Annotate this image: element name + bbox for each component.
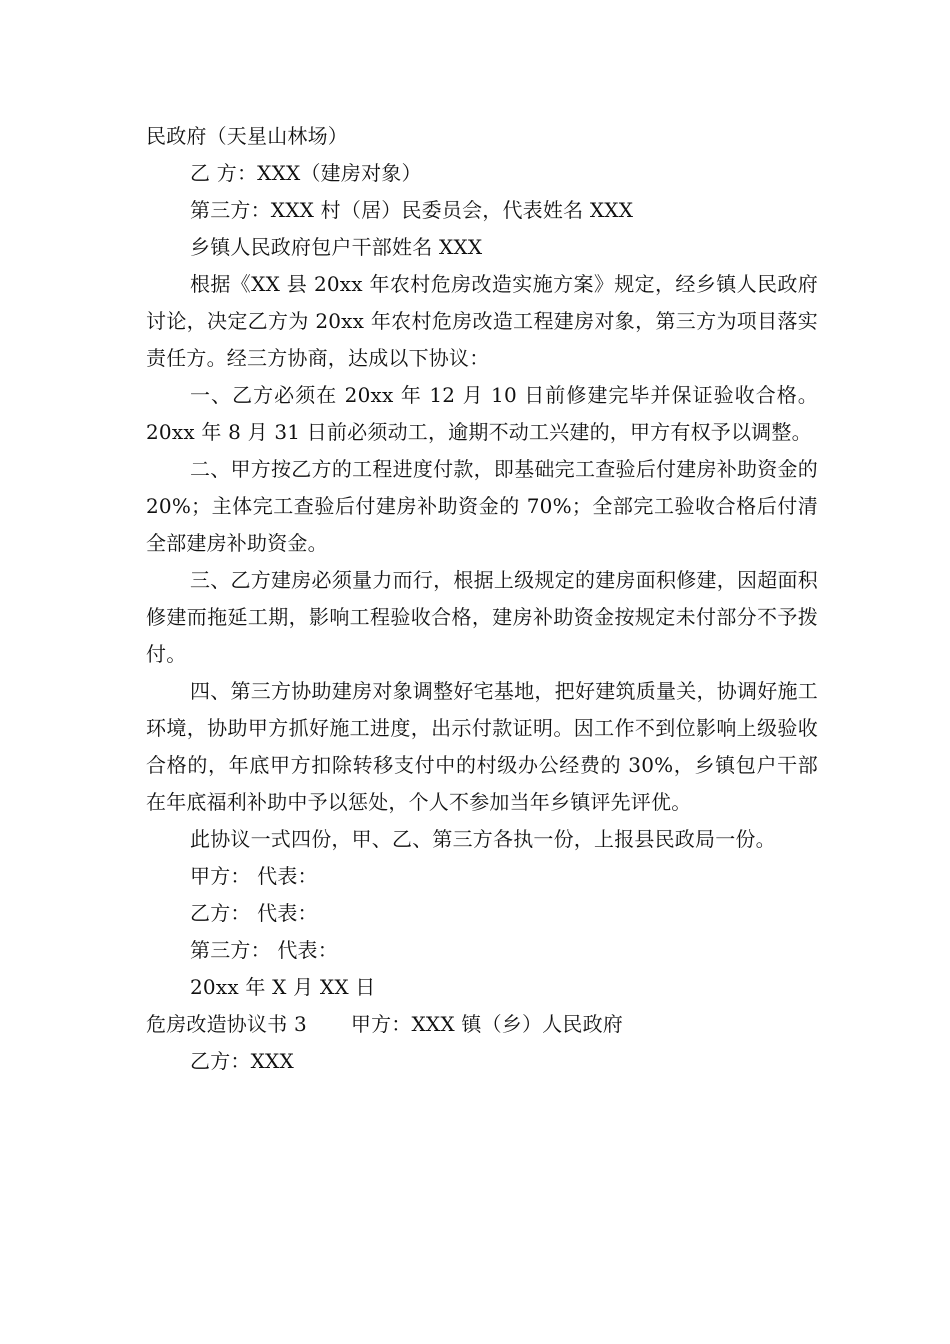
intro-paragraph: 根据《XX 县 20xx 年农村危房改造实施方案》规定，经乡镇人民政府讨论，决定乙方为 20xx 年农村危房改造工程建房对象，第三方为项目落实责任方。经三方协商，达成以下协议： (146, 272, 818, 370)
signature-party-b: 乙方： 代表： (190, 901, 318, 925)
township-cadre-line: 乡镇人民政府包户干部姓名 XXX (190, 235, 483, 259)
party-b-line: 乙 方：XXX（建房对象） (190, 161, 422, 185)
next-agreement-heading-row (146, 1006, 818, 1043)
agreement-date: 20xx 年 X 月 XX 日 (190, 975, 376, 999)
clause-2: 二、甲方按乙方的工程进度付款，即基础完工查验后付建房补助资金的 20%；主体完工查验后付建房补助资金的 70%；全部完工验收合格后付清全部建房补助资金。 (146, 457, 818, 555)
signature-third-party: 第三方： 代表： (190, 938, 338, 962)
next-agreement-title: 危房改造协议书 3 (146, 1012, 307, 1036)
next-party-a: 甲方：XXX 镇（乡）人民政府 (350, 1012, 623, 1036)
clause-1: 一、乙方必须在 20xx 年 12 月 10 日前修建完毕并保证验收合格。20xx 年 8 月 31 日前必须动工，逾期不动工兴建的，甲方有权予以调整。 (146, 383, 818, 444)
signature-party-a: 甲方： 代表： (190, 864, 318, 888)
clause-3: 三、乙方建房必须量力而行，根据上级规定的建房面积修建，因超面积修建而拖延工期，影响工程验收合格，建房补助资金按规定未付部分不予拨付。 (146, 568, 818, 666)
party-a-continuation: 民政府（天星山林场） (146, 124, 348, 148)
third-party-line: 第三方：XXX 村（居）民委员会，代表姓名 XXX (190, 198, 634, 222)
document-body (146, 118, 818, 1080)
closing-paragraph: 此协议一式四份，甲、乙、第三方各执一份，上报县民政局一份。 (190, 827, 776, 851)
next-party-b: 乙方：XXX (190, 1049, 294, 1073)
clause-4: 四、第三方协助建房对象调整好宅基地，把好建筑质量关，协调好施工环境，协助甲方抓好施工进度，出示付款证明。因工作不到位影响上级验收合格的，年底甲方扣除转移支付中的村级办公经费的 30%，乡镇包户干部在年底福利补助中予以惩处，个人不参加当年乡镇评先评优。 (146, 679, 818, 814)
